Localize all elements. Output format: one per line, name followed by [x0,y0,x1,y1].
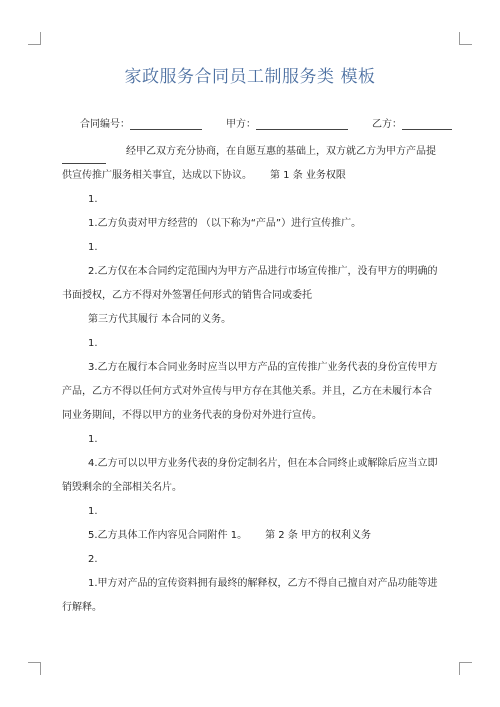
contract-number-label: 合同编号： [80,119,130,130]
clause-3-line-1: 3.乙方在履行本合同业务时应当以甲方产品的宣传推广业务代表的身份宣传甲方 [88,362,438,373]
document-body [62,140,440,620]
clause-1: 1.乙方负责对甲方经营的 （以下称为“产品”）进行宣传推广。 [88,218,362,229]
paragraph-number: 1. [88,506,98,517]
party-b-blank [402,118,452,130]
paragraph-number: 1. [88,338,98,349]
intro-line-2 [62,164,440,188]
intro-text-1: 经甲乙双方充分协商，在自愿互惠的基础上，双方就乙方为甲方产品提 [126,146,436,157]
party-a-label: 甲方： [226,119,256,130]
party-b-label: 乙方： [372,119,402,130]
clause-4-line-2: 销毁剩余的全部相关名片。 [62,482,182,493]
article-1-heading: 第 1 条 业务权限 [270,170,346,181]
intro-line-1 [62,140,440,164]
paragraph-number: 1. [88,194,98,205]
contract-header-row [80,115,452,130]
document-title: 家政服务合同员工制服务类 模板 [124,67,376,87]
crop-mark-top-left [28,32,41,45]
paragraph-number: 1. [88,434,98,445]
clause-2-line-2: 书面授权，乙方不得对外签署任何形式的销售合同或委托 [62,290,312,301]
party-b-blank-continued [62,152,106,164]
contract-number-blank [130,118,202,130]
clause-2-line-1: 2.乙方仅在本合同约定范围内为甲方产品进行市场宣传推广，没有甲方的明确的 [88,266,438,277]
clause-4-line-1: 4.乙方可以以甲方业务代表的身份定制名片，但在本合同终止或解除后应当立即 [88,458,438,469]
party-a-blank [256,118,348,130]
clause-5-line [62,524,440,548]
contract-number-field [80,115,202,130]
crop-mark-bottom-left [28,662,41,675]
crop-mark-top-right [459,32,472,45]
clause-3-line-2: 产品，乙方不得以任何方式对外宣传与甲方存在其他关系。并且，乙方在未履行本合 [62,386,432,397]
paragraph-number: 2. [88,554,98,565]
intro-text-2: 供宣传推广服务相关事宜，达成以下协议。 [62,170,252,181]
right-1-line-1: 1.甲方对产品的宣传资料拥有最终的解释权，乙方不得自己擅自对产品功能等进 [88,578,438,589]
article-2-heading: 第 2 条 甲方的权利义务 [265,530,371,541]
clause-3-line-3: 同业务期间，不得以甲方的业务代表的身份对外进行宣传。 [62,410,322,421]
party-a-field [226,115,348,130]
paragraph-number: 1. [88,242,98,253]
crop-mark-bottom-right [459,662,472,675]
clause-5: 5.乙方具体工作内容见合同附件 1。 [88,530,248,541]
party-b-field [372,115,452,130]
clause-2-line-3: 第三方代其履行 本合同的义务。 [88,314,232,325]
right-1-line-2: 行解释。 [62,602,102,613]
